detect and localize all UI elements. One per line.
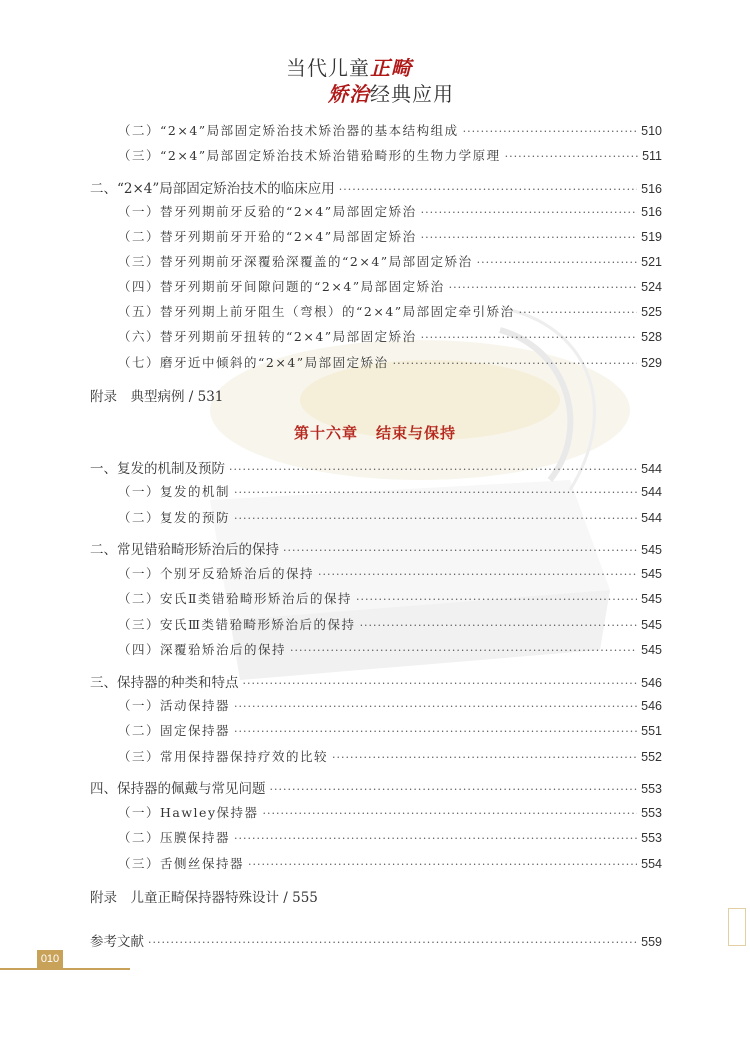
leader-dots (332, 749, 637, 764)
toc-entry-text: （二）固定保持器 (118, 723, 231, 738)
toc-entry[interactable] (118, 277, 662, 297)
header-red-text-1: 正畸 (370, 56, 412, 80)
toc-section-text: 三、保持器的种类和特点 (90, 675, 239, 691)
toc-page-number: 553 (641, 806, 662, 820)
toc-entry-text: （四）深覆𬌗矫治后的保持 (118, 642, 287, 657)
toc-page-number: 546 (641, 676, 662, 690)
leader-dots (248, 856, 637, 871)
leader-dots (229, 461, 637, 477)
toc-entry[interactable] (118, 564, 662, 584)
toc-page-number: 546 (641, 699, 662, 713)
toc-page-number: 528 (641, 330, 662, 344)
toc-page-number: 544 (641, 511, 662, 525)
toc-page-number: 552 (641, 750, 662, 764)
leader-dots (393, 355, 637, 370)
leader-dots (290, 642, 637, 657)
header-red-text-2: 矫治 (328, 82, 370, 106)
leader-dots (421, 329, 637, 344)
toc-entry[interactable] (118, 227, 662, 247)
toc-page-number: 545 (641, 643, 662, 657)
leader-dots (243, 675, 638, 691)
leader-dots (234, 698, 637, 713)
toc-entry[interactable] (118, 121, 662, 141)
toc-entry-text: （七）磨牙近中倾斜的“2×4”局部固定矫治 (118, 355, 389, 370)
toc-entry-text: （一）复发的机制 (118, 484, 231, 499)
toc-entry[interactable] (118, 854, 662, 874)
appendix-entry[interactable]: 附录 典型病例 / 531 (90, 389, 224, 405)
toc-entry[interactable] (118, 202, 662, 222)
toc-page-number: 511 (642, 149, 662, 163)
toc-page-number: 559 (641, 935, 662, 949)
toc-page-number: 544 (641, 462, 662, 476)
leader-dots (234, 510, 637, 525)
leader-dots (148, 934, 637, 950)
leader-dots (421, 204, 637, 219)
toc-entry[interactable] (118, 721, 662, 741)
toc-page-number: 545 (641, 543, 662, 557)
chapter-title: 结束与保持 (376, 424, 457, 442)
toc-page-number: 544 (641, 485, 662, 499)
toc-entry[interactable] (118, 353, 662, 373)
toc-page-number: 551 (641, 724, 662, 738)
leader-dots (234, 830, 637, 845)
toc-page-number: 525 (641, 305, 662, 319)
toc-entry-text: （一）替牙列期前牙反𬌗的“2×4”局部固定矫治 (118, 204, 417, 219)
toc-entry-text: （三）“2×4”局部固定矫治技术矫治错𬌗畸形的生物力学原理 (118, 148, 501, 163)
toc-entry-text: （三）替牙列期前牙深覆𬌗深覆盖的“2×4”局部固定矫治 (118, 254, 473, 269)
toc-entry[interactable] (118, 252, 662, 272)
toc-section[interactable] (90, 671, 662, 691)
leader-dots (477, 254, 637, 269)
footer-gold-rule (0, 968, 130, 970)
toc-entry[interactable] (118, 747, 662, 767)
toc-entry[interactable] (118, 302, 662, 322)
leader-dots (421, 229, 637, 244)
header-title-part1: 当代儿童 (286, 56, 370, 80)
toc-section[interactable] (90, 777, 662, 797)
toc-page-number: 516 (641, 182, 662, 196)
toc-section[interactable] (90, 177, 662, 197)
toc-entry[interactable] (118, 146, 662, 166)
toc-entry[interactable] (118, 828, 662, 848)
toc-entry-text: （一）Hawley保持器 (118, 805, 259, 820)
toc-entry-text: （三）舌侧丝保持器 (118, 856, 245, 871)
appendix-entry[interactable]: 附录 儿童正畸保持器特殊设计 / 555 (90, 890, 318, 906)
leader-dots (449, 279, 637, 294)
toc-page-number: 553 (641, 831, 662, 845)
toc-entry-text: （二）“2×4”局部固定矫治技术矫治器的基本结构组成 (118, 123, 459, 138)
toc-page-number: 524 (641, 280, 662, 294)
toc-entry[interactable] (118, 640, 662, 660)
toc-page-number: 521 (641, 255, 662, 269)
leader-dots (234, 484, 637, 499)
leader-dots (318, 566, 637, 581)
toc-page-number: 516 (641, 205, 662, 219)
toc-section-text: 二、常见错𬌗畸形矫治后的保持 (90, 542, 279, 558)
toc-section-text: 一、复发的机制及预防 (90, 461, 225, 477)
references-text: 参考文献 (90, 934, 144, 950)
toc-page-number: 545 (641, 592, 662, 606)
toc-entry-text: （二）压膜保持器 (118, 830, 231, 845)
chapter-number: 第十六章 (293, 424, 358, 442)
leader-dots (263, 805, 638, 820)
toc-entry[interactable] (118, 482, 662, 502)
toc-section[interactable] (90, 457, 662, 477)
leader-dots (519, 304, 637, 319)
toc-entry-text: （六）替牙列期前牙扭转的“2×4”局部固定矫治 (118, 329, 417, 344)
toc-entry[interactable] (118, 803, 662, 823)
leader-dots (339, 181, 637, 197)
toc-entry-text: （五）替牙列期上前牙阻生（弯根）的“2×4”局部固定牵引矫治 (118, 304, 515, 319)
toc-entry[interactable] (118, 508, 662, 528)
side-decoration (728, 908, 746, 946)
toc-entry-text: （二）安氏Ⅱ类错𬌗畸形矫治后的保持 (118, 591, 352, 606)
leader-dots (356, 591, 637, 606)
toc-section-text: 二、“2×4”局部固定矫治技术的临床应用 (90, 181, 335, 197)
toc-page-number: 553 (641, 782, 662, 796)
toc-entry[interactable] (118, 615, 662, 635)
toc-entry-text: （二）替牙列期前牙开𬌗的“2×4”局部固定矫治 (118, 229, 417, 244)
toc-entry-text: （三）安氏Ⅲ类错𬌗畸形矫治后的保持 (118, 617, 356, 632)
leader-dots (270, 781, 638, 797)
toc-entry[interactable] (118, 696, 662, 716)
toc-page-number: 519 (641, 230, 662, 244)
toc-page-number: 510 (641, 124, 662, 138)
chapter-heading (0, 422, 750, 443)
toc-section-text: 四、保持器的佩戴与常见问题 (90, 781, 266, 797)
toc-page-number: 545 (641, 618, 662, 632)
toc-page-number: 554 (641, 857, 662, 871)
toc-entry-text: （二）复发的预防 (118, 510, 231, 525)
toc-entry-text: （四）替牙列期前牙间隙问题的“2×4”局部固定矫治 (118, 279, 445, 294)
leader-dots (463, 123, 637, 138)
toc-entry-text: （一）个别牙反𬌗矫治后的保持 (118, 566, 315, 581)
toc-entry[interactable] (118, 589, 662, 609)
leader-dots (234, 723, 637, 738)
leader-dots (360, 617, 638, 632)
leader-dots (283, 542, 637, 558)
toc-entry-text: （一）活动保持器 (118, 698, 231, 713)
toc-page-number: 529 (641, 356, 662, 370)
page-number: 010 (37, 950, 63, 968)
header-title-part2: 经典应用 (370, 82, 454, 106)
leader-dots (505, 148, 638, 163)
references-entry[interactable] (90, 930, 662, 950)
toc-entry[interactable] (118, 327, 662, 347)
running-header (276, 48, 496, 104)
toc-page-number: 545 (641, 567, 662, 581)
toc-section[interactable] (90, 538, 662, 558)
toc-entry-text: （三）常用保持器保持疗效的比较 (118, 749, 329, 764)
